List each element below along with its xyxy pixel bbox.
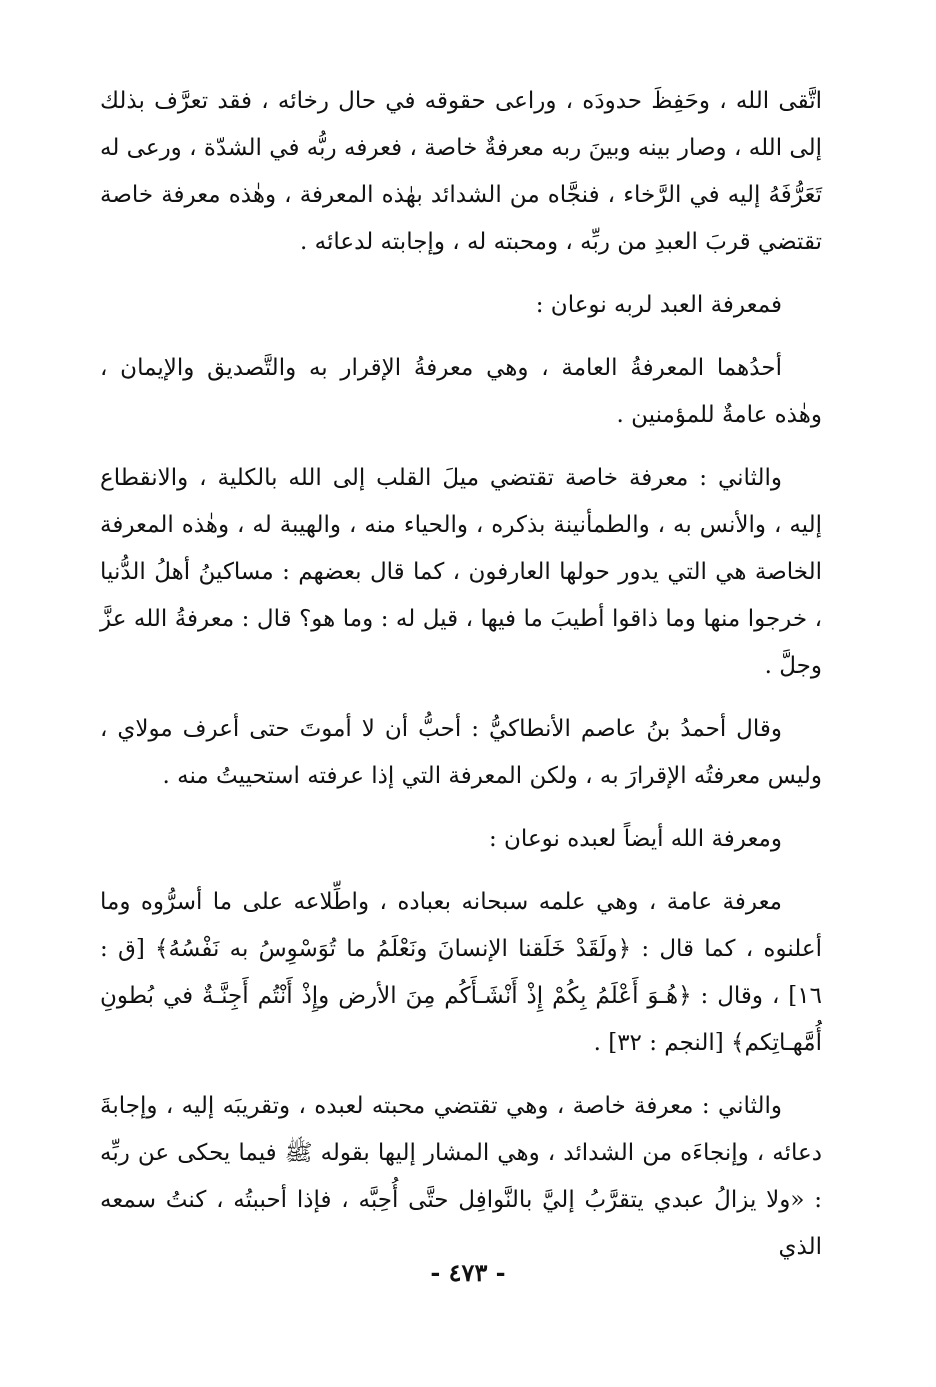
paragraph-6: ومعرفة الله أيضاً لعبده نوعان : (488, 826, 782, 852)
page-number: - ٤٧٣ - (430, 1258, 506, 1287)
paragraph-7: معرفة عامة ، وهي علمه سبحانه بعباده ، واطِّلاعه على ما أسرُّوه وما أعلنوه ، كما قال : ﴿ولَقَدْ خَلَقنا الإنسانَ ونَعْلَمُ ما تُوَسْوِسُ به نَفْسُهُ﴾ [ق : ١٦] ، وقال : ﴿هُـوَ أَعْلَمُ بِكُمْ إِذْ أَنْشَـأَكُم مِنَ الأرض وإِذْ أَنْتُم أَجِنَّـةٌ في بُطونِ أُمَّهـاتِكم﴾ [النجم : ٣٢] . (100, 889, 822, 1056)
body-text (100, 78, 822, 1287)
paragraph-4: والثاني : معرفة خاصة تقتضي ميلَ القلب إلى الله بالكلية ، والانقطاع إليه ، والأنس به ، والطمأنينة بذكره ، والحياء منه ، والهيبة له ، وهٰذه المعرفة الخاصة هي التي يدور حولها العارفون ، كما قال بعضهم : مساكينُ أهلُ الدُّنيا ، خرجوا منها وما ذاقوا أطيبَ ما فيها ، قيل له : وما هو؟ قال : معرفةُ الله عزَّ وجلَّ . (100, 465, 822, 679)
paragraph-3: أحدُهما المعرفةُ العامة ، وهي معرفةُ الإقرار به والتَّصديق والإيمان ، وهٰذه عامةٌ للمؤمنين . (100, 355, 822, 428)
paragraph-2: فمعرفة العبد لربه نوعان : (535, 292, 782, 318)
paragraph-5: وقال أحمدُ بنُ عاصم الأنطاكيُّ : أحبُّ أن لا أموتَ حتى أعرف مولاي ، وليس معرفتُه الإقرارَ به ، ولكن المعرفة التي إذا عرفته استحييتُ منه . (100, 716, 822, 789)
paragraph-1: اتَّقى الله ، وحَفِظَ حدودَه ، وراعى حقوقه في حال رخائه ، فقد تعرَّف بذلك إلى الله ، وصار بينه وبينَ ربه معرفةٌ خاصة ، فعرفه ربُّه في الشدّة ، ورعى له تَعَرُّفَهُ إليه في الرَّخاء ، فنجَّاه من الشدائد بهٰذه المعرفة ، وهٰذه معرفة خاصة تقتضي قربَ العبدِ من ربِّه ، ومحبته له ، وإجابته لدعائه . (100, 88, 822, 255)
paragraph-8: والثاني : معرفة خاصة ، وهي تقتضي محبته لعبده ، وتقريبَه إليه ، وإجابةَ دعائه ، وإنجاءَه من الشدائد ، وهي المشار إليها بقوله ﷺ فيما يحكى عن ربِّه : «ولا يزالُ عبدي يتقرَّبُ إليَّ بالنَّوافِل حتَّى أُحِبَّه ، فإذا أحببتُه ، كنتُ سمعه الذي (100, 1093, 822, 1260)
